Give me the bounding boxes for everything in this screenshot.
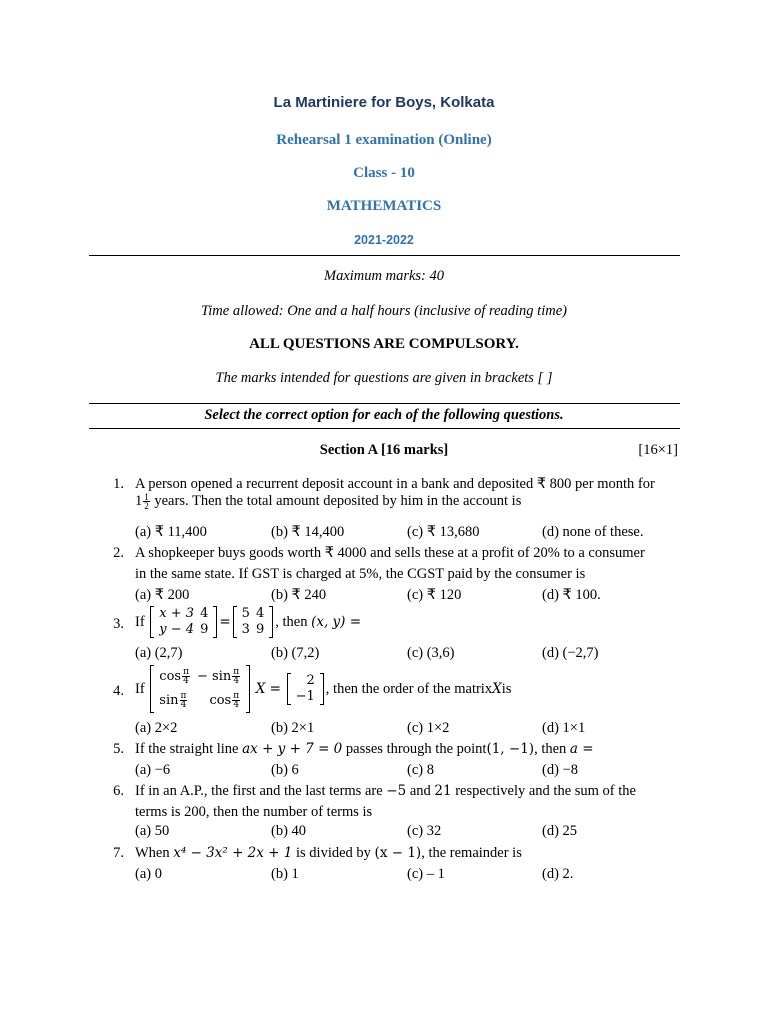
school-name: La Martiniere for Boys, Kolkata: [273, 94, 495, 111]
question-6-text: respectively and the sum of the: [451, 783, 636, 799]
pi: π: [233, 667, 240, 677]
question-1-line-1: A person opened a recurrent deposit account in a bank and deposited ₹ 800 per month for: [135, 476, 655, 492]
matrix-cell: 5: [241, 606, 250, 621]
option-c: (c) (3,6): [407, 645, 455, 661]
fraction-numerator: 1: [144, 492, 149, 503]
if-label: If: [135, 680, 145, 697]
option-a: (a) ₹ 11,400: [135, 524, 207, 540]
question-6-text: If in an A.P., the first and the last terms are: [135, 783, 387, 799]
option-c: (c) ₹ 13,680: [407, 524, 480, 540]
max-marks: Maximum marks: 40: [323, 268, 444, 284]
four: 4: [233, 676, 240, 686]
option-c: (c) – 1: [407, 866, 445, 882]
question-1-line-2: [135, 493, 521, 510]
question-7-text: When: [135, 845, 174, 861]
fraction: [232, 668, 240, 685]
exam-title: Rehearsal 1 examination (Online): [276, 132, 492, 148]
option-b: (b) ₹ 240: [271, 587, 327, 603]
question-7-text: is divided by: [292, 845, 375, 861]
option-a: (a) ₹ 200: [135, 587, 190, 603]
fraction: [143, 493, 150, 510]
vector-cell: 2: [306, 673, 315, 688]
option-d: (d) −8: [542, 762, 578, 778]
four: 4: [233, 700, 240, 710]
question-number: 4.: [113, 683, 124, 699]
polynomial: x⁴ − 3x² + 2x + 1: [173, 845, 293, 861]
matrix-cell: 9: [255, 622, 265, 637]
question-7-text: , the remainder is: [421, 845, 522, 861]
fraction: [232, 692, 240, 709]
sin-label: sin: [159, 693, 179, 708]
option-d: (d) 25: [542, 823, 578, 839]
question-number: 2.: [113, 545, 124, 561]
cos-label: cos: [209, 693, 232, 708]
class-label: Class - 10: [353, 165, 415, 181]
option-a: (a) 2×2: [135, 720, 178, 736]
option-a: (a) −6: [135, 762, 171, 778]
option-a: (a) 50: [135, 823, 170, 839]
header-divider: [89, 255, 680, 256]
then-label: , then: [275, 613, 308, 630]
question-1-text: years. Then the total amount deposited by him in the account is: [150, 493, 522, 509]
question-2-line-1: A shopkeeper buys goods worth ₹ 4000 and sells these at a profit of 20% to a consumer: [135, 545, 645, 561]
neg-sin-label: − sin: [197, 669, 232, 684]
question-4-text: , then the order of the matrix: [325, 680, 493, 697]
matrix-cell: 4: [255, 606, 265, 621]
four: 4: [180, 700, 187, 710]
option-a: (a) 0: [135, 866, 162, 882]
question-number: 6.: [113, 783, 124, 799]
point: (1, −1): [486, 741, 535, 757]
academic-year: 2021-2022: [354, 233, 414, 247]
matrix-cell: x + 3: [159, 606, 195, 621]
question-number: 1.: [113, 476, 124, 492]
line-equation: ax + y + 7 = 0: [242, 741, 343, 757]
subject-title: MATHEMATICS: [326, 198, 442, 214]
is-label: is: [501, 680, 512, 697]
four: 4: [183, 676, 189, 686]
fraction: [182, 668, 190, 685]
cos-label: cos: [159, 669, 182, 684]
matrix-cell: 9: [200, 622, 209, 637]
question-6-text: and: [406, 783, 435, 799]
matrix-cell: 3: [241, 622, 250, 637]
first-term: −5: [386, 783, 407, 799]
option-c: (c) 32: [407, 823, 442, 839]
question-5-stem: [135, 741, 594, 758]
matrix-x-equals: X =: [255, 681, 281, 697]
compulsory-note: ALL QUESTIONS ARE COMPULSORY.: [249, 336, 519, 352]
marks-note: The marks intended for questions are given in brackets [ ]: [215, 370, 553, 386]
xy-expression: (x, y) =: [311, 614, 362, 630]
pi: π: [233, 691, 240, 701]
option-b: (b) 1: [271, 866, 299, 882]
divisor: (x − 1): [374, 845, 422, 861]
time-allowed: Time allowed: One and a half hours (inclusive of reading time): [201, 303, 567, 319]
option-d: (d) none of these.: [542, 524, 644, 540]
option-c: (c) ₹ 120: [407, 587, 462, 603]
option-d: (d) 2.: [542, 866, 574, 882]
question-2-line-2: in the same state. If GST is charged at 5%, the CGST paid by the consumer is: [135, 566, 586, 582]
question-number: 7.: [113, 845, 124, 861]
matrix-left: [150, 606, 217, 638]
option-b: (b) 6: [271, 762, 299, 778]
question-number: 5.: [113, 741, 124, 757]
pi: π: [183, 667, 189, 677]
question-6-line-2: terms is 200, then the number of terms is: [135, 804, 373, 820]
question-7-stem: [135, 845, 522, 862]
question-5-text: If the straight line: [135, 741, 243, 757]
mixed-number-whole: 1: [135, 493, 143, 509]
question-4-stem: [135, 665, 511, 713]
equals-sign: =: [219, 614, 231, 630]
column-vector: [287, 673, 324, 705]
question-3-stem: [135, 606, 361, 638]
option-a: (a) (2,7): [135, 645, 183, 661]
option-d: (d) ₹ 100.: [542, 587, 601, 603]
instruction: Select the correct option for each of the following questions.: [204, 407, 564, 423]
option-b: (b) 2×1: [271, 720, 315, 736]
option-b: (b) ₹ 14,400: [271, 524, 345, 540]
pi: π: [180, 691, 187, 701]
fraction: [180, 692, 188, 709]
option-b: (b) 40: [271, 823, 307, 839]
a-equals: a =: [569, 741, 594, 757]
vector-cell: −1: [295, 689, 315, 704]
option-c: (c) 8: [407, 762, 434, 778]
instruction-bottom-divider: [89, 428, 680, 429]
option-c: (c) 1×2: [407, 720, 450, 736]
section-title: Section A [16 marks]: [319, 442, 449, 458]
trig-matrix: [150, 665, 250, 713]
matrix-cell: 4: [200, 606, 209, 621]
option-d: (d) 1×1: [542, 720, 586, 736]
fraction-denominator: 2: [144, 501, 149, 512]
matrix-right: [233, 606, 274, 638]
question-number: 3.: [113, 616, 124, 632]
question-5-text: passes through the point: [342, 741, 487, 757]
section-marks: [16×1]: [638, 442, 678, 458]
option-d: (d) (−2,7): [542, 645, 599, 661]
question-5-text: , then: [534, 741, 570, 757]
matrix-cell: y − 4: [159, 622, 195, 637]
last-term: 21: [434, 783, 452, 799]
matrix-x: X: [492, 681, 502, 697]
instruction-top-divider: [89, 403, 680, 404]
option-b: (b) (7,2): [271, 645, 320, 661]
if-label: If: [135, 613, 145, 630]
question-6-line-1: [135, 783, 636, 800]
